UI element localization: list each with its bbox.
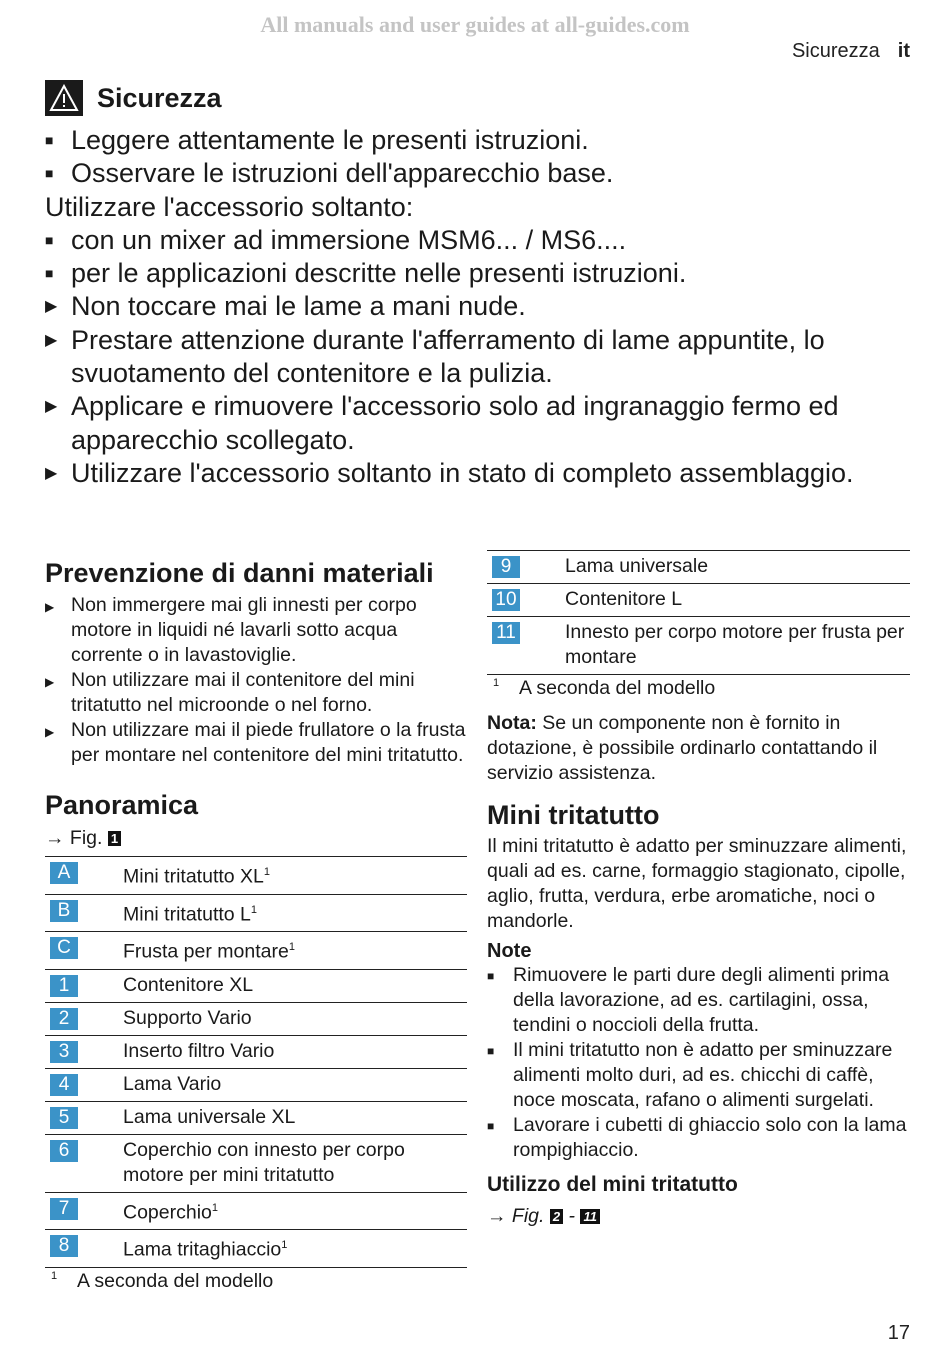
page-number: 17 [887,1322,910,1344]
table-row [45,969,467,1002]
table-row [45,1068,467,1101]
note-item [487,1038,910,1113]
part-label-cell [123,969,467,1002]
prevention-item-text: Non utilizzare mai il contenitore del mini tritatutto nel microonde o nel forno. [71,669,415,716]
triangle-bullet-icon: ▶ [45,600,55,614]
part-key-badge: B [50,900,78,922]
part-label-cell [123,932,467,970]
nota-text: Se un componente non è fornito in dotazione, è possibile ordinarlo contattando il servizio assistenza. [487,712,878,784]
watermark: All manuals and user guides at all-guides.com [260,12,690,37]
left-column [45,558,467,1293]
table-row [487,584,910,617]
part-key-badge: 4 [50,1074,78,1096]
safety-item [45,257,915,290]
part-label-cell [123,1068,467,1101]
part-key-badge: 9 [492,556,520,578]
part-key-cell [45,969,123,1002]
right-column [487,550,910,1234]
figure-from-badge: 2 [550,1209,563,1224]
prevention-item [45,718,467,768]
table-row [45,1230,467,1268]
part-key-badge: 6 [50,1140,78,1162]
part-label: Innesto per corpo motore per frusta per montare [565,621,905,668]
square-bullet-icon: ■ [45,231,54,248]
safety-item-text: Leggere attentamente le presenti istruzioni. [71,125,589,155]
figure-prefix: → Fig. [45,827,103,849]
safety-item [45,457,915,490]
table-row [487,551,910,584]
part-label: Lama universale [565,555,709,577]
triangle-bullet-icon: ▶ [45,725,55,739]
safety-item-text: Non toccare mai le lame a mani nude. [71,291,526,322]
part-key-cell [45,1002,123,1035]
part-key-badge: 7 [50,1198,78,1220]
figure-reference [45,827,467,850]
part-key-badge: 1 [50,975,78,997]
triangle-bullet-icon: ▶ [45,675,55,689]
square-bullet-icon: ■ [45,132,54,148]
safety-item [45,124,915,157]
part-key-cell [45,1134,123,1192]
warning-icon [45,80,83,116]
table-row [45,1035,467,1068]
footnote-mark: 1 [493,677,500,689]
part-key-cell [45,1230,123,1268]
square-bullet-icon: ■ [45,165,54,182]
table-row [45,857,467,895]
table-row [45,932,467,970]
part-key-cell [487,551,565,584]
safety-item-text: Utilizzare l'accessorio soltanto in stato di completo assemblaggio. [71,457,854,488]
note-item-text: Rimuovere le parti dure degli alimenti prima della lavorazione, ad es. cartilagini, ossa, tendini o noccioli della frutta. [513,964,890,1036]
footnote-left [45,1270,467,1293]
part-label: Mini tritatutto L [123,903,251,925]
part-key-cell [45,857,123,895]
mini-intro: Il mini tritatutto è adatto per sminuzzare alimenti, quali ad es. carne, formaggio stagionato, cipolle, aglio, frutta, verdura, erbe aromatiche, noci o mandorle. [487,835,907,932]
part-label: Inserto filtro Vario [123,1039,275,1062]
part-label: Lama tritaghiaccio [123,1238,282,1261]
mini-title: Mini tritatutto [487,800,660,830]
overview-title: Panoramica [45,790,199,820]
safety-heading [45,80,222,116]
safety-item-text: per le applicazioni descritte nelle presenti istruzioni. [71,258,687,289]
part-key-badge: 2 [50,1008,78,1030]
footnote-superscript: 1 [211,1201,219,1214]
running-header [792,40,910,63]
part-label-cell [123,1101,467,1134]
table-row [45,1002,467,1035]
part-label: Contenitore XL [123,973,254,996]
part-label-cell [123,894,467,932]
safety-item [45,157,915,190]
note-item [487,1113,910,1163]
part-label: Coperchio con innesto per corpo motore per mini tritatutto [123,1138,405,1186]
note-item [487,963,910,1038]
nota-label: Nota: [487,712,537,734]
safety-title: Sicurezza [97,82,222,113]
parts-table-left [45,856,467,1268]
safety-item [45,290,915,323]
safety-item [45,224,915,257]
part-label-cell [565,551,910,584]
part-key-badge: A [50,862,78,884]
table-row [45,1101,467,1134]
part-label: Lama universale XL [123,1105,296,1128]
part-key-badge: 3 [50,1041,78,1063]
parts-table-right [487,550,910,675]
prevention-item-text: Non utilizzare mai il piede frullatore o la frusta per montare nel contenitore del mini tritatutto. [71,719,466,766]
prevention-item [45,593,467,668]
part-key-cell [45,932,123,970]
square-bullet-icon: ■ [487,969,495,983]
part-label-cell [565,617,910,675]
figure-number-badge: 1 [108,831,121,846]
footnote-text: A seconda del modello [77,1269,274,1292]
part-label: Mini tritatutto XL [123,865,264,888]
part-key-cell [45,1068,123,1101]
square-bullet-icon: ■ [487,1044,495,1058]
part-label-cell [123,1035,467,1068]
part-label-cell [123,1002,467,1035]
safety-item [45,191,915,224]
footnote-superscript: 1 [250,903,258,916]
figure-prefix: → Fig. [487,1205,545,1227]
safety-item [45,324,915,391]
footnote-superscript: 1 [263,866,271,878]
footnote-superscript: 1 [281,1239,288,1251]
part-label: Contenitore L [565,588,683,610]
safety-item-text: Utilizzare l'accessorio soltanto: [45,191,414,222]
part-key-cell [45,1035,123,1068]
prevention-item-text: Non immergere mai gli innesti per corpo motore in liquidi né lavarli sotto acqua corrente o in lavastoviglie. [71,594,417,666]
part-label: Supporto Vario [123,1006,252,1029]
safety-item-text: Osservare le istruzioni dell'apparecchio base. [71,158,614,189]
figure-range-separator: - [568,1205,576,1227]
triangle-bullet-icon: ▶ [45,298,58,316]
safety-item-text: Prestare attenzione durante l'afferramento di lame appuntite, lo svuotamento del contenitore e la pulizia. [71,324,825,389]
note-list [487,963,910,1163]
header-language: it [897,40,910,62]
part-label-cell [123,857,467,895]
footnote-text: A seconda del modello [519,677,716,699]
part-key-cell [487,584,565,617]
square-bullet-icon: ■ [487,1119,495,1133]
part-key-cell [45,894,123,932]
part-key-badge: C [50,937,78,959]
figure-to-badge: 11 [580,1209,600,1224]
triangle-bullet-icon: ▶ [45,331,58,349]
use-title: Utilizzo del mini tritatutto [487,1173,738,1196]
part-label: Lama Vario [123,1072,222,1095]
part-key-badge: 8 [50,1235,78,1257]
prevention-item [45,668,467,718]
triangle-bullet-icon: ▶ [45,464,58,482]
table-row [45,894,467,932]
part-key-cell [487,617,565,675]
square-bullet-icon: ■ [45,265,54,282]
triangle-bullet-icon: ▶ [45,398,58,416]
prevention-list [45,593,467,768]
table-row [487,617,910,675]
part-label: Frusta per montare [123,940,289,963]
part-label-cell [123,1134,467,1192]
part-label: Coperchio [123,1201,212,1223]
part-label-cell [123,1192,467,1230]
footnote-mark: 1 [51,1269,58,1282]
part-key-cell [45,1192,123,1230]
part-key-badge: 5 [50,1107,78,1129]
use-figure-reference [487,1205,910,1228]
part-label-cell [123,1230,467,1268]
part-key-badge: 11 [492,622,520,644]
footnote-right [487,677,910,700]
table-row [45,1192,467,1230]
safety-item-text: con un mixer ad immersione MSM6... / MS6.... [71,224,627,255]
safety-list [45,124,915,490]
part-key-cell [45,1101,123,1134]
table-row [45,1134,467,1192]
safety-item-text: Applicare e rimuovere l'accessorio solo ad ingranaggio fermo ed apparecchio scollegato. [71,391,839,455]
footnote-superscript: 1 [288,941,295,953]
prevention-title: Prevenzione di danni materiali [45,558,434,588]
part-key-badge: 10 [492,589,520,611]
part-label-cell [565,584,910,617]
header-section: Sicurezza [791,40,880,62]
note-item-text: Il mini tritatutto non è adatto per sminuzzare alimenti molto duri, ad es. chicchi di caffè, noce moscata, rafano o alimenti surgelati. [513,1039,893,1111]
nota-paragraph [487,711,910,786]
note-item-text: Lavorare i cubetti di ghiaccio solo con la lama rompighiaccio. [513,1114,907,1161]
safety-item [45,390,915,457]
note-title: Note [487,940,532,962]
